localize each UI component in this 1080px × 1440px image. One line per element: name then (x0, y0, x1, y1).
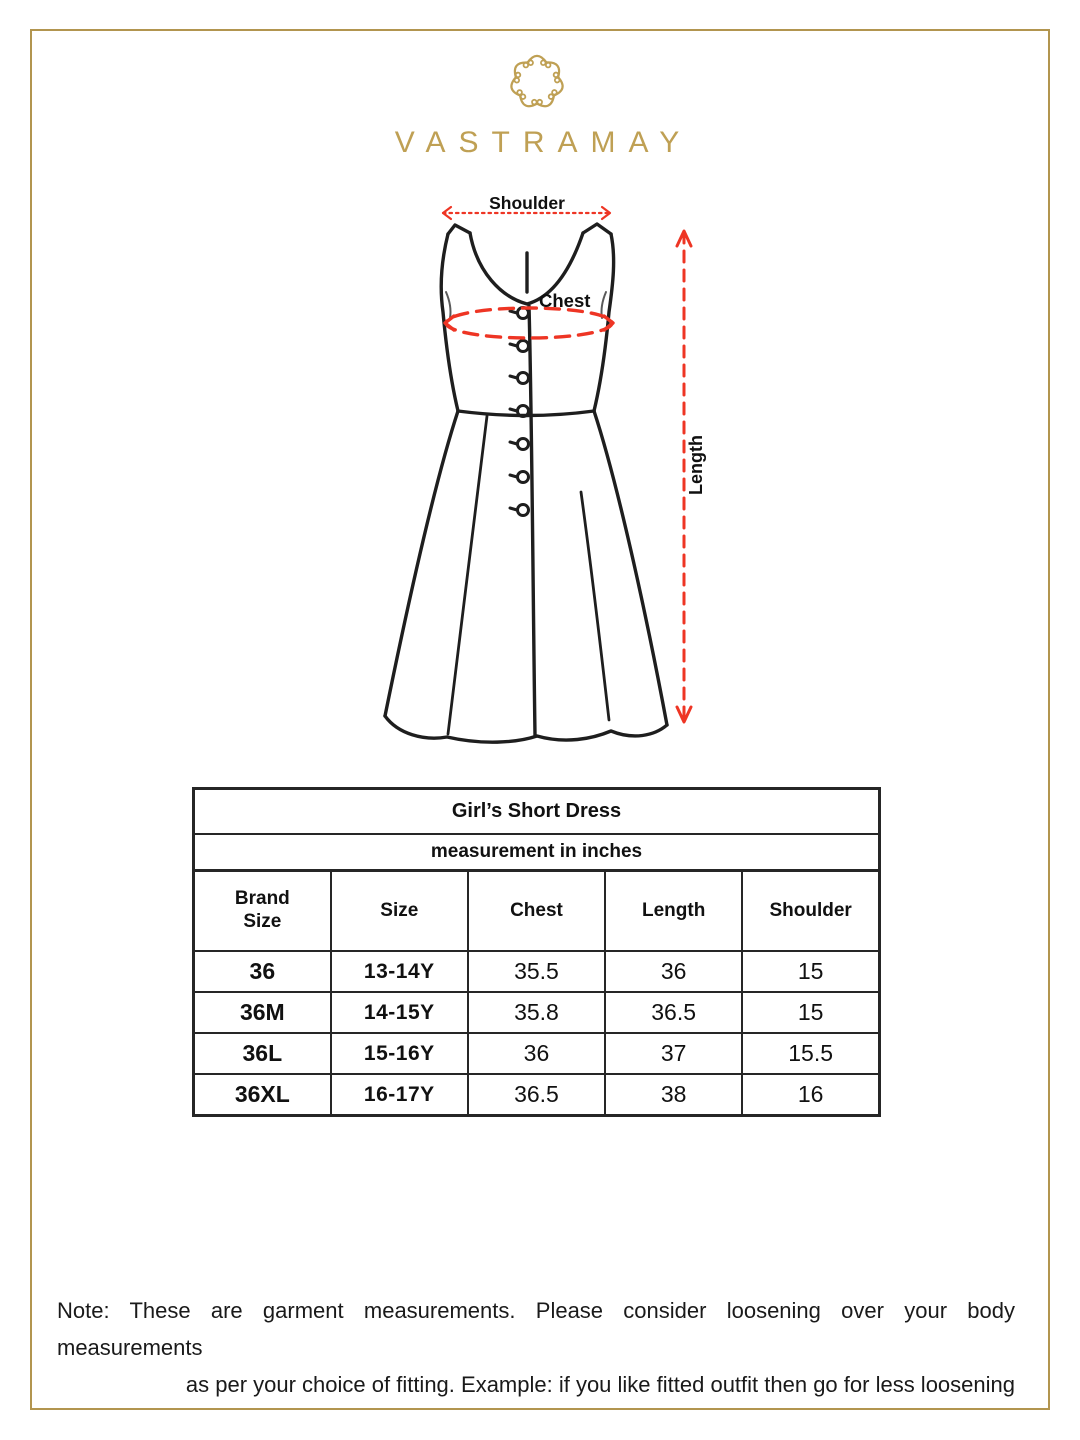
brand-emblem-icon (501, 44, 573, 120)
cell-chest: 35.8 (468, 992, 605, 1033)
cell-brand-size: 36XL (194, 1074, 331, 1116)
shoulder-label: Shoulder (489, 195, 565, 213)
table-row (194, 1033, 880, 1074)
dress-diagram (360, 195, 750, 770)
brand-logo (0, 44, 1074, 160)
table-title: Girl’s Short Dress (194, 789, 880, 835)
size-chart-table (192, 787, 881, 1117)
cell-size: 15-16Y (331, 1033, 468, 1074)
note-text (57, 1292, 1015, 1403)
note-line: as per your choice of fitting. Example: if you like fitted outfit then go for less loosening (185, 1372, 1015, 1397)
table-row (194, 1074, 880, 1116)
column-header-shoulder: Shoulder (742, 871, 879, 952)
column-header-chest: Chest (468, 871, 605, 952)
cell-brand-size: 36 (194, 951, 331, 992)
cell-size: 16-17Y (331, 1074, 468, 1116)
cell-length: 36 (605, 951, 742, 992)
cell-shoulder: 15.5 (742, 1033, 879, 1074)
cell-brand-size: 36M (194, 992, 331, 1033)
table-row (194, 951, 880, 992)
cell-chest: 36 (468, 1033, 605, 1074)
cell-size: 14-15Y (331, 992, 468, 1033)
cell-chest: 35.5 (468, 951, 605, 992)
column-header-length: Length (605, 871, 742, 952)
column-header-size: Size (331, 871, 468, 952)
cell-size: 13-14Y (331, 951, 468, 992)
brand-wordmark: VASTRAMAY (394, 126, 693, 159)
table-subtitle: measurement in inches (194, 834, 880, 871)
cell-length: 38 (605, 1074, 742, 1116)
cell-shoulder: 16 (742, 1074, 879, 1116)
chest-label: Chest (539, 290, 591, 311)
table-row (194, 992, 880, 1033)
cell-length: 36.5 (605, 992, 742, 1033)
cell-chest: 36.5 (468, 1074, 605, 1116)
cell-shoulder: 15 (742, 992, 879, 1033)
column-header-brand-size: Brand Size (194, 871, 331, 952)
cell-length: 37 (605, 1033, 742, 1074)
cell-brand-size: 36L (194, 1033, 331, 1074)
note-line: Note: These are garment measurements. Please consider loosening over your body measurements (57, 1298, 1015, 1360)
cell-shoulder: 15 (742, 951, 879, 992)
length-label: Length (686, 435, 706, 495)
